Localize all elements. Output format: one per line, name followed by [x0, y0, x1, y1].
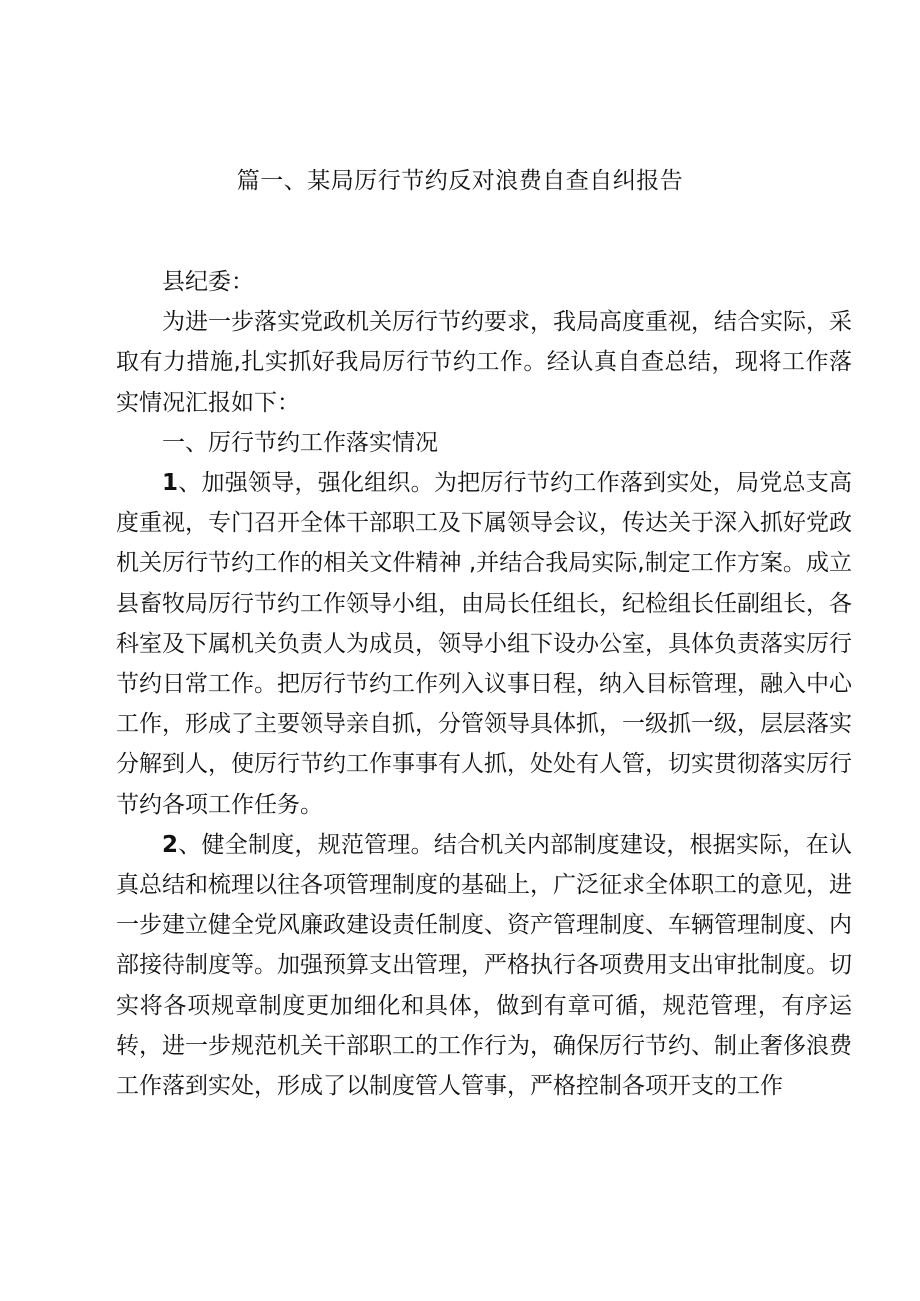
intro-paragraph: 为进一步落实党政机关厉行节约要求，我局高度重视，结合实际，采取有力措施,扎实抓好我局厉行节约工作。经认真自查总结，现将工作落实情况汇报如下： [116, 309, 852, 416]
section-heading-1: 一、厉行节约工作落实情况 [162, 429, 438, 456]
document-body [116, 262, 852, 1106]
document-title: 篇一、某局厉行节约反对浪费自查自纠报告 [236, 168, 684, 194]
item-1-paragraph [116, 463, 852, 825]
item-2-paragraph [116, 825, 852, 1106]
item-2-text: 、健全制度，规范管理。结合机关内部制度建设，根据实际，在认真总结和梳理以往各项管理制度的基础上，广泛征求全体职工的意见，进一步建立健全党风廉政建设责任制度、资产管理制度、车辆管理制度、内部接待制度等。加强预算支出管理，严格执行各项费用支出审批制度。切实将各项规章制度更加细化和具体，做到有章可循，规范管理，有序运转，进一步规范机关干部职工的工作行为，确保厉行节约、制止奢侈浪费工作落到实处，形成了以制度管人管事，严格控制各项开支的工作 [116, 831, 852, 1100]
item-2-number: 2 [162, 831, 179, 858]
salutation: 县纪委： [162, 269, 254, 295]
item-1-number: 1 [162, 470, 179, 497]
item-1-text: 、加强领导，强化组织。为把厉行节约工作落到实处，局党总支高度重视，专门召开全体干部职工及下属领导会议，传达关于深入抓好党政机关厉行节约工作的相关文件精神 ,并结合我局实际,制定工作方案。成立县畜牧局厉行节约工作领导小组，由局长任组长，纪检组长任副组长，各科室及下属机关负责人为成员，领导小组下设办公室，具体负责落实厉行节约日常工作。把厉行节约工作列入议事日程，纳入目标管理，融入中心工作，形成了主要领导亲自抓，分管领导具体抓，一级抓一级，层层落实分解到人，使厉行节约工作事事有人抓，处处有人管，切实贯彻落实厉行节约各项工作任务。 [116, 470, 852, 818]
